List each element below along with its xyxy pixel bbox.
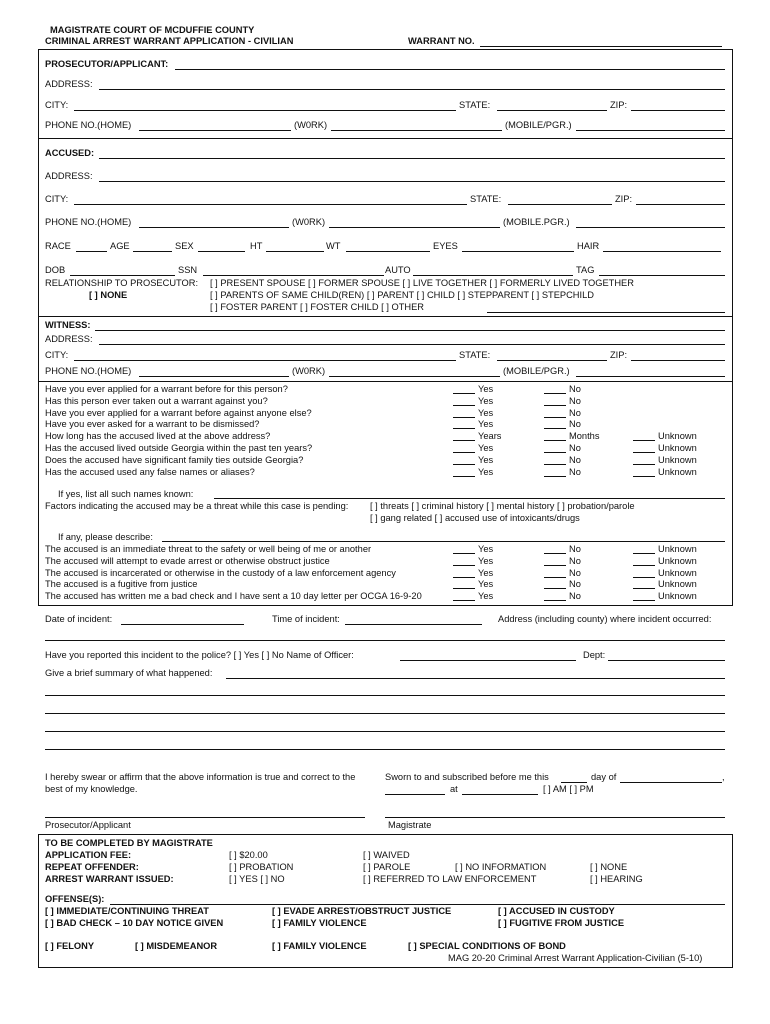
prosecutor-address-field[interactable] (99, 89, 725, 90)
sex-field[interactable] (198, 251, 245, 252)
day-of-label: day of (591, 772, 617, 782)
question-row (45, 544, 730, 556)
answer-option: Yes (478, 407, 494, 418)
prosecutor-mobile-label: (MOBILE/PGR.) (505, 120, 572, 130)
comma: , (722, 772, 725, 782)
answer-blank[interactable] (633, 464, 655, 465)
witness-name-field[interactable] (95, 330, 725, 331)
answer-blank[interactable] (544, 600, 566, 601)
sworn-time-field[interactable] (462, 794, 538, 795)
prosecutor-phone-work-field[interactable] (331, 130, 502, 131)
court-name: MAGISTRATE COURT OF MCDUFFIE COUNTY (50, 25, 255, 35)
answer-blank[interactable] (453, 588, 475, 589)
witness-mobile-label: (MOBILE/PGR.) (503, 366, 570, 376)
swear-text-1: I hereby swear or affirm that the above information is true and correct to the (45, 772, 356, 782)
offense-immediate-threat[interactable]: [ ] IMMEDIATE/CONTINUING THREAT (45, 906, 209, 916)
repeat-offender-label: REPEAT OFFENDER: (45, 862, 139, 872)
fee-label: APPLICATION FEE: (45, 850, 132, 860)
question-row (45, 384, 730, 396)
relationship-other-field[interactable] (487, 312, 725, 313)
witness-work-label: (W0RK) (292, 366, 326, 376)
sworn-day-field[interactable] (561, 782, 587, 783)
issued-yes-no[interactable]: [ ] YES [ ] NO (229, 874, 285, 884)
answer-option: No (569, 567, 581, 578)
warrant-no-field[interactable] (480, 46, 722, 47)
answer-option: Yes (478, 442, 494, 453)
question-text: The accused has written me a bad check and I have sent a 10 day letter per OCGA 16-9-20 (45, 591, 422, 602)
answer-blank[interactable] (453, 476, 475, 477)
answer-blank[interactable] (633, 553, 655, 554)
answer-blank[interactable] (453, 565, 475, 566)
wt-label: WT (326, 241, 341, 251)
prosecutor-phone-label: PHONE NO.(HOME) (45, 120, 132, 130)
answer-blank[interactable] (544, 428, 566, 429)
accused-zip-field[interactable] (636, 204, 725, 205)
summary-line[interactable] (45, 731, 725, 732)
answer-blank[interactable] (544, 393, 566, 394)
question-row (45, 467, 730, 479)
race-field[interactable] (76, 251, 107, 252)
auto-field[interactable] (413, 275, 573, 276)
answer-option: Unknown (658, 567, 697, 578)
answer-blank[interactable] (633, 577, 655, 578)
answer-option: No (569, 442, 581, 453)
accused-address-label: ADDRESS: (45, 171, 93, 181)
warrant-issued-label: ARREST WARRANT ISSUED: (45, 874, 174, 884)
question-text: Has the accused lived outside Georgia within the past ten years? (45, 442, 313, 453)
question-text: Have you ever applied for a warrant before against anyone else? (45, 407, 312, 418)
answer-blank[interactable] (633, 565, 655, 566)
accused-work-label: (W0RK) (292, 217, 326, 227)
magistrate-box-title: TO BE COMPLETED BY MAGISTRATE (45, 838, 213, 848)
incident-address-field[interactable] (45, 640, 725, 641)
witness-zip-label: ZIP: (610, 350, 628, 360)
relationship-row1[interactable]: [ ] PRESENT SPOUSE [ ] FORMER SPOUSE [ ] LIVE TOGETHER [ ] FORMERLY LIVED TOGETHER (210, 278, 634, 288)
question-row (45, 396, 730, 408)
answer-blank[interactable] (544, 440, 566, 441)
question-row (45, 556, 730, 568)
answer-blank[interactable] (544, 553, 566, 554)
fee-waived[interactable]: [ ] WAIVED (363, 850, 410, 860)
offense-fugitive[interactable]: [ ] FUGITIVE FROM JUSTICE (498, 918, 625, 928)
prosecutor-signature-line[interactable] (45, 817, 365, 818)
answer-option: No (569, 419, 581, 430)
answer-blank[interactable] (633, 452, 655, 453)
question-text: The accused will attempt to evade arrest or otherwise obstruct justice (45, 555, 330, 566)
prosecutor-signature-label: Prosecutor/Applicant (45, 820, 131, 830)
answer-blank[interactable] (633, 476, 655, 477)
accused-mobile-label: (MOBILE.PGR.) (503, 217, 570, 227)
factors-row2[interactable]: [ ] gang related [ ] accused use of intoxicants/drugs (370, 513, 580, 523)
age-label: AGE (110, 241, 130, 251)
tag-label: TAG (576, 265, 595, 275)
sworn-year-field[interactable] (385, 794, 445, 795)
answer-blank[interactable] (453, 393, 475, 394)
answer-option: Months (569, 431, 600, 442)
witness-phone-home-field[interactable] (139, 376, 289, 377)
incident-time-field[interactable] (345, 624, 482, 625)
questions2-list (45, 544, 730, 603)
answer-option: No (569, 384, 581, 394)
offense-misdemeanor[interactable]: [ ] MISDEMEANOR (135, 941, 218, 951)
answer-blank[interactable] (453, 600, 475, 601)
accused-phone-label: PHONE NO.(HOME) (45, 217, 132, 227)
answer-option: No (569, 591, 581, 602)
issued-referred[interactable]: [ ] REFERRED TO LAW ENFORCEMENT (363, 874, 537, 884)
answer-blank[interactable] (633, 440, 655, 441)
question-text: Does the accused have significant family ties outside Georgia? (45, 454, 304, 465)
offenses-label: OFFENSE(S): (45, 894, 105, 904)
accused-state-field[interactable] (508, 204, 612, 205)
question-text: Has this person ever taken out a warrant against you? (45, 395, 268, 406)
accused-phone-home-field[interactable] (139, 227, 289, 228)
repeat-no-info[interactable]: [ ] NO INFORMATION (455, 862, 547, 872)
witness-address-field[interactable] (99, 344, 725, 345)
questions1-list (45, 384, 730, 478)
describe-label: If any, please describe: (58, 532, 153, 542)
answer-blank[interactable] (453, 405, 475, 406)
accused-label: ACCUSED: (45, 148, 95, 158)
relationship-row3[interactable]: [ ] FOSTER PARENT [ ] FOSTER CHILD [ ] OTHER (210, 302, 425, 312)
question-row (45, 568, 730, 580)
accused-city-field[interactable] (74, 204, 467, 205)
answer-option: No (569, 579, 581, 590)
answer-option: No (569, 544, 581, 554)
witness-mobile-field[interactable] (576, 376, 725, 377)
auto-label: AUTO (385, 265, 411, 275)
answer-blank[interactable] (544, 577, 566, 578)
ssn-label: SSN (178, 265, 198, 275)
question-row (45, 591, 730, 603)
question-text: How long has the accused lived at the above address? (45, 431, 271, 442)
incident-date-field[interactable] (121, 624, 244, 625)
incident-address-label: Address (including county) where incident occurred: (498, 614, 712, 624)
answer-blank[interactable] (544, 452, 566, 453)
wt-field[interactable] (346, 251, 430, 252)
offense-in-custody[interactable]: [ ] ACCUSED IN CUSTODY (498, 906, 615, 916)
prosecutor-state-field[interactable] (497, 110, 607, 111)
answer-option: Unknown (658, 431, 697, 442)
witness-address-label: ADDRESS: (45, 334, 93, 344)
divider (38, 381, 733, 382)
witness-state-field[interactable] (497, 360, 607, 361)
prosecutor-label: PROSECUTOR/APPLICANT: (45, 59, 169, 69)
answer-option: Unknown (658, 544, 697, 554)
answer-option: No (569, 395, 581, 406)
swear-text-2: best of my knowledge. (45, 784, 138, 794)
accused-address-field[interactable] (99, 181, 725, 182)
sworn-text: Sworn to and subscribed before me this (385, 772, 549, 782)
answer-option: Unknown (658, 466, 697, 477)
divider (38, 605, 733, 606)
aliases-label: If yes, list all such names known: (58, 489, 194, 499)
divider (38, 316, 733, 317)
summary-line[interactable] (45, 695, 725, 696)
accused-city-label: CITY: (45, 194, 69, 204)
accused-phone-work-field[interactable] (329, 227, 500, 228)
witness-label: WITNESS: (45, 320, 91, 330)
incident-date-label: Date of incident: (45, 614, 113, 624)
question-row (45, 419, 730, 431)
answer-option: No (569, 555, 581, 566)
question-row (45, 579, 730, 591)
witness-phone-label: PHONE NO.(HOME) (45, 366, 132, 376)
answer-option: Unknown (658, 442, 697, 453)
magistrate-signature-line[interactable] (385, 817, 725, 818)
repeat-parole[interactable]: [ ] PAROLE (363, 862, 411, 872)
question-text: The accused is incarcerated or otherwise in the custody of a law enforcement agency (45, 567, 396, 578)
answer-blank[interactable] (633, 600, 655, 601)
answer-blank[interactable] (453, 464, 475, 465)
summary-line[interactable] (45, 713, 725, 714)
ht-field[interactable] (266, 251, 324, 252)
officer-name-field[interactable] (400, 660, 576, 661)
at-label: at (450, 784, 458, 794)
answer-blank[interactable] (453, 428, 475, 429)
answer-option: Yes (478, 466, 494, 477)
witness-phone-work-field[interactable] (329, 376, 500, 377)
accused-mobile-field[interactable] (576, 227, 725, 228)
answer-blank[interactable] (544, 565, 566, 566)
question-text: The accused is a fugitive from justice (45, 579, 198, 590)
answer-option: Yes (478, 384, 494, 394)
witness-state-label: STATE: (459, 350, 491, 360)
answer-blank[interactable] (453, 553, 475, 554)
prosecutor-city-label: CITY: (45, 100, 69, 110)
answer-blank[interactable] (453, 440, 475, 441)
answer-blank[interactable] (453, 417, 475, 418)
answer-option: No (569, 466, 581, 477)
accused-state-label: STATE: (470, 194, 502, 204)
witness-city-label: CITY: (45, 350, 69, 360)
dept-label: Dept: (583, 650, 606, 660)
answer-option: Yes (478, 454, 494, 465)
prosecutor-name-field[interactable] (175, 69, 725, 70)
relationship-label: RELATIONSHIP TO PROSECUTOR: (45, 278, 199, 288)
summary-line[interactable] (45, 749, 725, 750)
answer-option: No (569, 407, 581, 418)
offenses-field[interactable] (110, 904, 725, 905)
eyes-label: EYES (433, 241, 458, 251)
summary-label: Give a brief summary of what happened: (45, 668, 213, 678)
question-text: Have you ever asked for a warrant to be dismissed? (45, 419, 260, 430)
offense-felony[interactable]: [ ] FELONY (45, 941, 95, 951)
prosecutor-address-label: ADDRESS: (45, 79, 93, 89)
ssn-field[interactable] (203, 275, 384, 276)
witness-city-field[interactable] (74, 360, 456, 361)
question-text: Has the accused used any false names or aliases? (45, 466, 255, 477)
answer-option: Yes (478, 555, 494, 566)
dept-field[interactable] (608, 660, 725, 661)
answer-option: Yes (478, 544, 494, 554)
hair-label: HAIR (577, 241, 600, 251)
answer-option: Unknown (658, 454, 697, 465)
fee-20[interactable]: [ ] $20.00 (229, 850, 268, 860)
answer-blank[interactable] (544, 417, 566, 418)
prosecutor-state-label: STATE: (459, 100, 491, 110)
question-text: Have you ever applied for a warrant before for this person? (45, 384, 288, 394)
answer-option: Yes (478, 395, 494, 406)
prosecutor-zip-label: ZIP: (610, 100, 628, 110)
ht-label: HT (250, 241, 263, 251)
issued-hearing[interactable]: [ ] HEARING (590, 874, 643, 884)
answer-option: Yes (478, 567, 494, 578)
factors-label: Factors indicating the accused may be a threat while this case is pending: (45, 501, 349, 511)
answer-blank[interactable] (544, 588, 566, 589)
witness-zip-field[interactable] (631, 360, 725, 361)
relationship-none[interactable]: [ ] NONE (89, 290, 128, 300)
offense-family-violence[interactable]: [ ] FAMILY VIOLENCE (272, 918, 367, 928)
answer-option: Unknown (658, 555, 697, 566)
prosecutor-zip-field[interactable] (631, 110, 725, 111)
prosecutor-mobile-field[interactable] (576, 130, 725, 131)
accused-name-field[interactable] (99, 158, 725, 159)
prosecutor-city-field[interactable] (74, 110, 456, 111)
divider (38, 138, 733, 139)
aliases-field[interactable] (214, 498, 725, 499)
answer-option: Yes (478, 419, 494, 430)
question-text: The accused is an immediate threat to the safety or well being of me or another (45, 544, 372, 554)
question-row (45, 431, 730, 443)
answer-blank[interactable] (453, 577, 475, 578)
answer-blank[interactable] (544, 405, 566, 406)
accused-zip-label: ZIP: (615, 194, 633, 204)
sex-label: SEX (175, 241, 194, 251)
dob-label: DOB (45, 265, 66, 275)
answer-blank[interactable] (544, 476, 566, 477)
describe-field[interactable] (162, 541, 725, 542)
answer-blank[interactable] (453, 452, 475, 453)
offense-evade-arrest[interactable]: [ ] EVADE ARREST/OBSTRUCT JUSTICE (272, 906, 452, 916)
form-title: CRIMINAL ARREST WARRANT APPLICATION - CIVILIAN (45, 36, 294, 46)
warrant-no-label: WARRANT NO. (408, 36, 475, 46)
relationship-row2[interactable]: [ ] PARENTS OF SAME CHILD(REN) [ ] PARENT [ ] CHILD [ ] STEPPARENT [ ] STEPCHILD (210, 290, 594, 300)
repeat-none[interactable]: [ ] NONE (590, 862, 628, 872)
prosecutor-work-label: (W0RK) (294, 120, 328, 130)
dob-field[interactable] (70, 275, 175, 276)
answer-option: Years (478, 431, 502, 442)
sworn-month-field[interactable] (620, 782, 722, 783)
incident-time-label: Time of incident: (272, 614, 340, 624)
answer-option: No (569, 454, 581, 465)
offense-family-violence-2[interactable]: [ ] FAMILY VIOLENCE (272, 941, 367, 951)
answer-blank[interactable] (544, 464, 566, 465)
answer-blank[interactable] (633, 588, 655, 589)
ampm-options[interactable]: [ ] AM [ ] PM (543, 784, 594, 794)
offense-bad-check[interactable]: [ ] BAD CHECK – 10 DAY NOTICE GIVEN (45, 918, 224, 928)
question-row (45, 455, 730, 467)
answer-option: Unknown (658, 579, 697, 590)
question-row (45, 443, 730, 455)
magistrate-signature-label: Magistrate (388, 820, 432, 830)
age-field[interactable] (133, 251, 172, 252)
summary-line[interactable] (226, 678, 725, 679)
tag-field[interactable] (599, 275, 725, 276)
answer-option: Yes (478, 591, 494, 602)
race-label: RACE (45, 241, 71, 251)
factors-row1[interactable]: [ ] threats [ ] criminal history [ ] mental history [ ] probation/parole (370, 501, 635, 511)
eyes-field[interactable] (462, 251, 574, 252)
police-report-label[interactable]: Have you reported this incident to the police? [ ] Yes [ ] No Name of Officer: (45, 650, 354, 660)
form-footer: MAG 20-20 Criminal Arrest Warrant Application-Civilian (5-10) (448, 953, 703, 963)
answer-option: Yes (478, 579, 494, 590)
answer-option: Unknown (658, 591, 697, 602)
prosecutor-phone-home-field[interactable] (139, 130, 291, 131)
hair-field[interactable] (603, 251, 721, 252)
offense-special-conditions[interactable]: [ ] SPECIAL CONDITIONS OF BOND (408, 941, 566, 951)
repeat-probation[interactable]: [ ] PROBATION (229, 862, 294, 872)
question-row (45, 408, 730, 420)
